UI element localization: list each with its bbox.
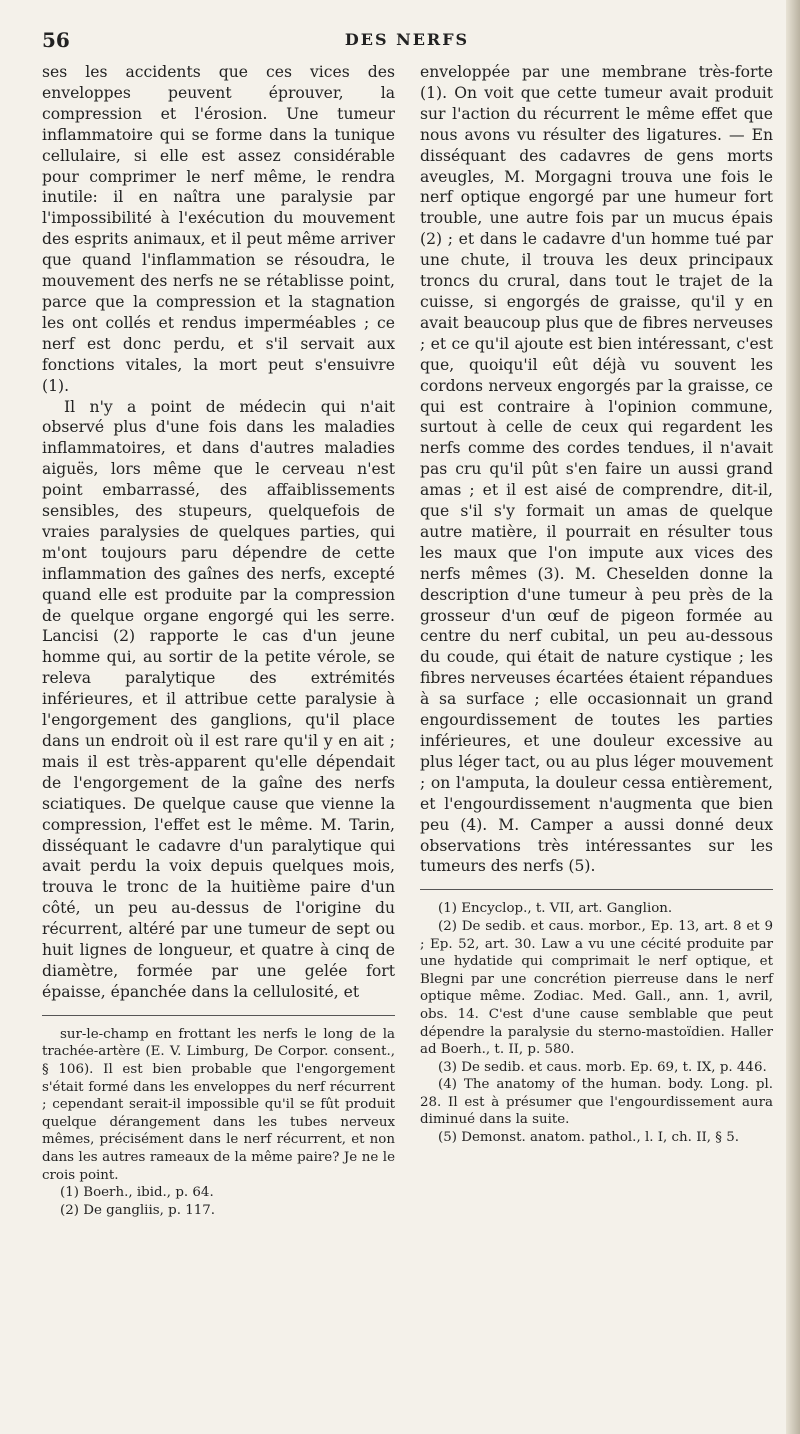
footnotes-right (420, 900, 773, 1146)
body-paragraph: Il n'y a point de médecin qui n'ait observé plus d'une fois dans les maladies inflammatoires, et dans d'autres maladies aiguës, lors même que le cerveau n'est point embarrassé, des affaiblissements sensibles, des stupeurs, quelquefois de vraies paralysies de quelques parties, qui m'ont toujours paru dépendre de cette inflammation des gaînes des nerfs, excepté quand elle est produite par la compression de quelque organe engorgé qui les serre. Lancisi (2) rapporte le cas d'un jeune homme qui, au sortir de la petite vérole, se releva paralytique des extrémités inférieures, et il attribue cette paralysie à l'engorgement des ganglions, qu'il place dans un endroit où il est rare qu'il y en ait ; mais il est très-apparent qu'elle dépendait de l'engorgement de la gaîne des nerfs sciatiques. De quelque cause que vienne la compression, l'effet est le même. M. Tarin, disséquant le cadavre d'un paralytique qui avait perdu la voix depuis quelques mois, trouva le tronc de la huitième paire d'un côté, un peu au-dessus de l'origine du récurrent, altéré par une tumeur de sept ou huit lignes de longueur, et quatre à cinq de diamètre, formée par une gelée fort épaisse, épanchée dans la cellulosité, et (42, 397, 395, 1001)
footnote: sur-le-champ en frottant les nerfs le long de la trachée-artère (E. V. Limburg, De Corpor. consent., § 106). Il est bien probable que l'engorgement s'était formé dans les enveloppes du nerf récurrent ; cependant serait-il impossible qu'il se fût produit quelque dérangement dans les tubes nerveux mêmes, précisément dans le nerf récurrent, et non dans les autres rameaux de la même paire? Je ne le crois point. (42, 1026, 395, 1183)
left-column (42, 62, 395, 1219)
body-paragraph: ses les accidents que ces vices des enveloppes peuvent éprouver, la compression et l'érosion. Une tumeur inflammatoire qui se forme dans la tunique cellulaire, si elle est assez considérable pour comprimer le nerf même, le rendra inutile: il en naîtra une paralysie par l'impossibilité à l'exécution du mouvement des esprits animaux, et il peut même arriver que quand l'inflammation se résoudra, le mouvement des nerfs ne se rétablisse point, parce que la compression et la stagnation les ont collés et rendus imperméables ; ce nerf est donc perdu, et s'il servait aux fonctions vitales, la mort peut s'ensuivre (1). (42, 63, 395, 395)
right-column (420, 62, 773, 1147)
body-paragraph: enveloppée par une membrane très-forte (1). On voit que cette tumeur avait produit sur l'action du récurrent le même effet que nous avons vu résulter des ligatures. — En disséquant des cadavres de gens morts aveugles, M. Morgagni trouva une fois le nerf optique engorgé par une humeur fort trouble, une autre fois par un mucus épais (2) ; et dans le cadavre d'un homme tué par une chute, il trouva les deux principaux troncs du crural, dans tout le trajet de la cuisse, si engorgés de graisse, qu'il y en avait beaucoup plus que de fibres nerveuses ; et ce qu'il ajoute est bien intéressant, c'est que, quoiqu'il eût déjà vu souvent les cordons nerveux engorgés par la graisse, ce qui est contraire à l'opinion commune, surtout à celle de ceux qui regardent les nerfs comme des cordes tendues, il n'avait pas cru qu'il pût s'en faire un aussi grand amas ; et il est aisé de comprendre, dit-il, que s'il s'y formait un amas de quelque autre matière, il pourrait en résulter tous les maux que l'on impute aux vices des nerfs mêmes (3). M. Cheselden donne la description d'une tumeur à peu près de la grosseur d'un œuf de pigeon formée au centre du nerf cubital, un peu au-dessous du coude, qui était de nature cystique ; les fibres nerveuses écartées étaient répandues à sa surface ; elle occasionnait un grand engourdissement de toutes les parties inférieures, et une douleur excessive au plus léger tact, ou au plus léger mouvement ; on l'amputa, la douleur cessa entièrement, et l'engourdissement n'augmenta que bien peu (4). M. Camper a aussi donné deux observations très intéressantes sur les tumeurs des nerfs (5). (420, 63, 773, 876)
footnote: (2) De gangliis, p. 117. (60, 1202, 216, 1218)
footnote: (4) The anatomy of the human. body. Long. pl. 28. Il est à présumer que l'engourdissement aura diminué dans la suite. (420, 1077, 773, 1128)
footnotes-left (42, 1026, 395, 1220)
footnote: (1) Boerh., ibid., p. 64. (60, 1185, 214, 1201)
footnote-divider (420, 889, 773, 890)
footnote: (5) Demonst. anatom. pathol., l. I, ch. II, § 5. (438, 1130, 740, 1146)
page-number: 56 (42, 28, 70, 52)
running-title: DES NERFS (344, 30, 470, 49)
running-head (42, 28, 772, 54)
footnote-divider (42, 1015, 395, 1016)
scan-edge (786, 0, 800, 1434)
footnote: (3) De sedib. et caus. morb. Ep. 69, t. IX, p. 446. (438, 1059, 767, 1075)
footnote: (1) Encyclop., t. VII, art. Ganglion. (438, 901, 673, 917)
footnote: (2) De sedib. et caus. morbor., Ep. 13, art. 8 et 9 ; Ep. 52, art. 30. Law a vu une cécité produite par une hydatide qui comprimait le nerf optique, et Blegni par une concrétion pierreuse dans le nerf optique même. Zodiac. Med. Gall., ann. 1, avril, obs. 14. C'est d'une cause semblable que peut dépendre la paralysie du sterno-mastoïdien. Haller ad Boerh., t. II, p. 580. (420, 918, 773, 1058)
